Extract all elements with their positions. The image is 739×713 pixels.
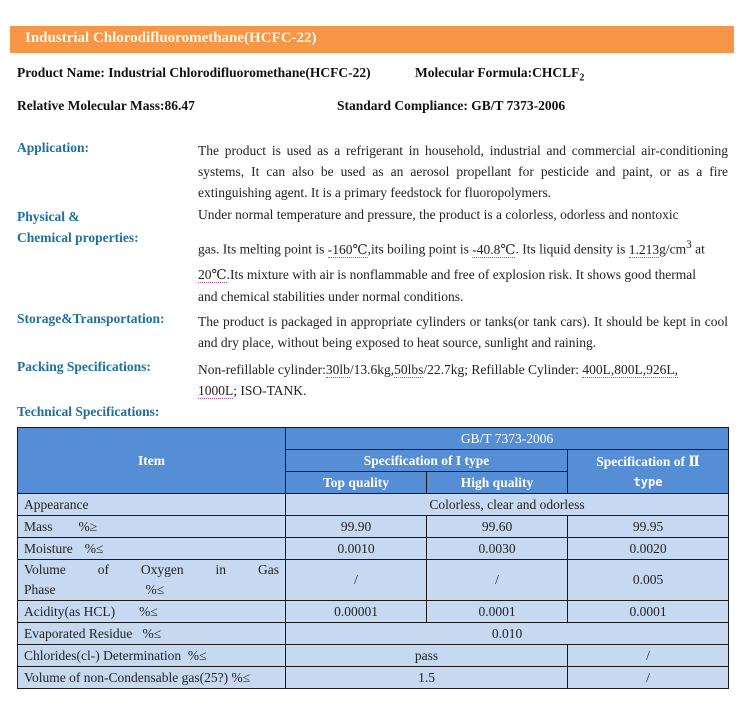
header-item: Item — [18, 428, 286, 494]
table-row — [18, 538, 729, 560]
molecular-formula — [415, 65, 584, 84]
table-row — [18, 667, 729, 689]
row-top: 0.00001 — [286, 601, 427, 623]
item-line2 — [24, 580, 279, 600]
row-type2: 99.95 — [568, 516, 729, 538]
physical-chemical-label — [17, 206, 139, 248]
packing-1000l: 1000L — [198, 383, 234, 398]
text-fragment: /13.6kg, — [349, 362, 395, 377]
row-type2: 0.0001 — [568, 601, 729, 623]
table-row — [18, 623, 729, 645]
text-fragment: gas. Its melting point is — [198, 241, 328, 257]
row-item — [18, 601, 286, 623]
header-type2-line2: type — [633, 474, 663, 489]
storage-text: The product is packaged in appropriate cylinders or tanks(or tank cars). It should be kept in cool and dry place, without being exposed to heat source, sunlight and raining. — [198, 314, 728, 350]
physical-line2 — [198, 232, 728, 258]
application-label: Application: — [17, 140, 90, 155]
packing-label: Packing Specifications: — [17, 359, 151, 374]
row-top: / — [286, 560, 427, 601]
text-fragment: Oxygen — [140, 562, 184, 577]
row-item: Evaporated Residue %≤ — [18, 623, 286, 645]
row-high: / — [427, 560, 568, 601]
text-fragment: g/cm — [659, 241, 687, 257]
text-fragment: Volume — [24, 562, 66, 577]
row-high: 0.0001 — [427, 601, 568, 623]
row-high: 99.60 — [427, 516, 568, 538]
item-name: Mass — [24, 518, 53, 534]
molecular-formula-label: Molecular Formula: — [415, 65, 533, 80]
molecular-formula-subscript: 2 — [579, 72, 585, 84]
row-type1: pass — [286, 645, 568, 667]
text-fragment: /22.7kg; Refillable Cylinder: — [423, 362, 583, 377]
row-item — [18, 516, 286, 538]
table-row — [18, 560, 729, 601]
text-fragment: Phase — [24, 582, 56, 597]
header-high-quality: High quality — [427, 472, 568, 494]
molecular-formula-value: CHCLF — [532, 65, 580, 80]
header-standard: GB/T 7373-2006 — [286, 428, 729, 450]
item-unit: %≤ — [145, 582, 165, 597]
relative-molecular-mass: Relative Molecular Mass:86.47 — [17, 98, 195, 113]
table-row — [18, 645, 729, 667]
header-type2 — [568, 450, 729, 494]
technical-label: Technical Specifications: — [17, 404, 160, 419]
packing-text — [198, 359, 698, 401]
row-item: Chlorides(cl-) Determination %≤ — [18, 645, 286, 667]
row-type2: / — [568, 645, 729, 667]
physical-line1: Under normal temperature and pressure, the product is a colorless, odorless and nontoxic — [198, 207, 679, 222]
packing-30lb: 30lb — [325, 362, 350, 377]
text-fragment: ; ISO-TANK. — [233, 383, 307, 398]
item-unit: %≥ — [78, 518, 98, 534]
table-row — [18, 516, 729, 538]
header-top-quality: Top quality — [286, 472, 427, 494]
text-fragment: . Its liquid density is — [515, 241, 629, 257]
physical-label-line1: Physical & — [17, 209, 80, 224]
row-value: 0.010 — [286, 623, 729, 645]
item-unit: %≤ — [139, 603, 158, 619]
table-row — [18, 601, 729, 623]
physical-label-line2: Chemical properties: — [17, 230, 139, 245]
row-type2: 0.0020 — [568, 538, 729, 560]
banner-title: Industrial Chlorodifluoromethane(HCFC-22) — [25, 30, 317, 46]
standard-compliance: Standard Compliance: GB/T 7373-2006 — [337, 98, 566, 113]
row-value: Colorless, clear and odorless — [286, 494, 729, 516]
boiling-point: -40.8℃ — [472, 241, 516, 257]
melting-point: -160℃ — [327, 241, 368, 257]
text-fragment: at — [691, 241, 705, 257]
item-unit: %≤ — [84, 540, 104, 556]
packing-50lbs: 50lbs — [394, 362, 424, 377]
text-fragment: ,its boiling point is — [367, 241, 473, 257]
row-type1: 1.5 — [286, 667, 568, 689]
product-name: Product Name: Industrial Chlorodifluoromethane(HCFC-22) — [17, 65, 371, 80]
row-type2: / — [568, 667, 729, 689]
item-name: Acidity(as HCL) — [24, 603, 116, 619]
text-fragment: Non-refillable cylinder: — [198, 362, 326, 377]
text-fragment: in — [215, 562, 227, 577]
physical-chemical-text — [198, 206, 728, 312]
text-fragment: .Its mixture with air is nonflammable and free of explosion risk. It shows good thermal — [226, 267, 697, 282]
liquid-density: 1.213 — [628, 241, 660, 257]
text-fragment: of — [97, 562, 109, 577]
row-top: 99.90 — [286, 516, 427, 538]
reference-temperature: 20℃ — [198, 267, 227, 282]
technical-spec-table — [17, 427, 729, 689]
row-item — [18, 538, 286, 560]
text-fragment: Gas — [257, 562, 279, 577]
row-item: Volume of non-Condensable gas(25?) %≤ — [18, 667, 286, 689]
physical-line3 — [198, 258, 728, 282]
row-type2: 0.005 — [568, 560, 729, 601]
storage-label: Storage&Transportation: — [17, 311, 165, 326]
row-high: 0.0030 — [427, 538, 568, 560]
physical-line4: and chemical stabilities under normal conditions. — [198, 289, 464, 304]
table-header-row — [18, 428, 729, 450]
density-superscript: 3 — [686, 239, 692, 251]
row-top: 0.0010 — [286, 538, 427, 560]
row-item: Appearance — [18, 494, 286, 516]
title-banner — [10, 26, 734, 53]
item-line1 — [24, 560, 279, 580]
table-row — [18, 494, 729, 516]
header-type1: Specification of I type — [286, 450, 568, 472]
header-type2-line1: Specification of Ⅱ — [596, 453, 700, 469]
packing-refillable-sizes: 400L,800L,926L, — [582, 362, 678, 377]
row-item — [18, 560, 286, 601]
item-name: Moisture — [24, 540, 73, 556]
application-text: The product is used as a refrigerant in household, industrial and commercial air-conditioning systems, It can also be used as an aerosol propellant for pesticide and paint, or as a fire extinguishing agent. It is a primary feedstock for fluoropolymers. — [198, 143, 728, 200]
